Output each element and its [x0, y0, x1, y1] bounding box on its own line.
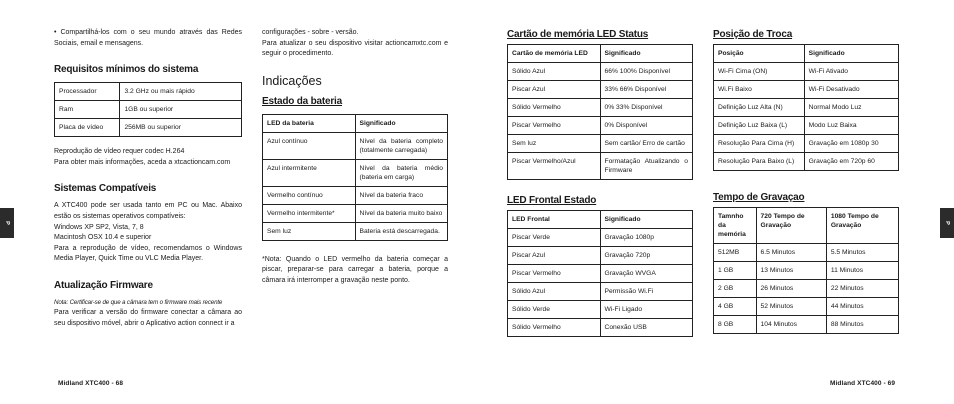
requirements-table	[54, 82, 242, 137]
right-column-2	[713, 28, 899, 334]
table-cell: 1GB ou superior	[120, 101, 242, 119]
table-cell: Nível da bateria médio (bateria em carga)	[355, 159, 448, 186]
table-row	[508, 319, 693, 337]
table-cell: Wi-Fi Ativado	[804, 63, 898, 81]
table-row	[263, 186, 448, 204]
table-cell: 33% 66% Disponível	[600, 81, 693, 99]
table-header-cell: Significado	[355, 114, 448, 132]
table-cell: 4 GB	[714, 298, 757, 316]
table-row	[714, 316, 899, 334]
table-cell: 104 Minutos	[756, 316, 826, 334]
table-row	[714, 81, 899, 99]
recording-time-table	[713, 207, 899, 334]
table-cell: Sem cartão/ Erro de cartão	[600, 135, 693, 153]
switch-position-heading: Posição de Troca	[713, 29, 793, 40]
compatible-systems-heading: Sistemas Compatíveis	[54, 183, 157, 195]
language-tab	[0, 208, 14, 238]
table-row	[508, 247, 693, 265]
table-header-row	[508, 211, 693, 229]
indications-heading: Indicações	[262, 73, 322, 88]
table-cell: Formatação Atualizando o Firmware	[600, 153, 693, 180]
table-header-cell: LED da bateria	[263, 114, 356, 132]
left-column-1	[54, 28, 242, 330]
memory-card-status-heading: Cartão de memória LED Status	[507, 29, 649, 40]
os-intro-text: A XTC400 pode ser usada tanto em PC ou Mac. Abaixo estão os sistemas operativos compatíveis:	[54, 202, 242, 220]
table-header-cell: Significado	[804, 45, 898, 63]
table-cell: 0% Disponível	[600, 117, 693, 135]
table-cell: 11 Minutos	[826, 262, 898, 280]
table-cell: Gravação em 1080p 30	[804, 135, 898, 153]
table-header-row	[508, 45, 693, 63]
table-cell: Sólido Vermelho	[508, 319, 601, 337]
table-row	[263, 204, 448, 222]
table-row	[508, 81, 693, 99]
right-column-1	[507, 28, 693, 337]
table-cell: Sem luz	[508, 135, 601, 153]
battery-table	[262, 114, 448, 241]
table-cell: Gravação em 720p 60	[804, 153, 898, 171]
table-cell: Modo Luz Baixa	[804, 117, 898, 135]
table-cell: 8 GB	[714, 316, 757, 334]
requirements-heading: Requisitos mínimos do sistema	[54, 64, 199, 76]
table-row	[55, 83, 242, 101]
table-cell: 6.5 Minutos	[756, 244, 826, 262]
table-header-cell: Posição	[714, 45, 805, 63]
left-column-2	[262, 28, 448, 287]
table-cell: Definição Luz Baixa (L)	[714, 117, 805, 135]
page-footer: Midland XTC400 - 68	[58, 380, 124, 387]
table-row	[714, 135, 899, 153]
table-row	[508, 63, 693, 81]
table-cell: 1 GB	[714, 262, 757, 280]
table-cell: Piscar Azul	[508, 81, 601, 99]
table-header-cell: Significado	[600, 211, 693, 229]
table-cell: Normal Modo Luz	[804, 99, 898, 117]
table-cell: Vermelho contínuo	[263, 186, 356, 204]
front-led-heading: LED Frontal Estado	[507, 195, 597, 206]
table-row	[508, 283, 693, 301]
battery-note: *Nota: Quando o LED vermelho da bateria começar a piscar, preparar-se para carregar a bateria, porque a câmara irá interromper a gravação neste ponto.	[262, 255, 448, 284]
right-page	[477, 0, 954, 404]
os-player-text: Para a reprodução de vídeo, recomendamos o Windows Media Player, Quick Time ou VLC Media Player.	[54, 244, 242, 263]
table-cell: 2 GB	[714, 280, 757, 298]
table-cell: Azul intermitente	[263, 159, 356, 186]
table-cell: Wi.Fi Baixo	[714, 81, 805, 99]
table-cell: Gravação 1080p	[600, 229, 693, 247]
table-cell: Resolução Para Cima (H)	[714, 135, 805, 153]
table-row	[263, 159, 448, 186]
table-row	[55, 101, 242, 119]
table-row	[714, 99, 899, 117]
table-cell: Sólido Azul	[508, 63, 601, 81]
table-cell: 26 Minutos	[756, 280, 826, 298]
table-row	[263, 222, 448, 240]
table-cell: Azul contínuo	[263, 132, 356, 159]
table-cell: Wi-Fi Ligado	[600, 301, 693, 319]
table-cell: Sólido Azul	[508, 283, 601, 301]
table-cell: Piscar Vermelho	[508, 117, 601, 135]
table-cell: Nível da bateria muito baixo	[355, 204, 448, 222]
table-cell: 5.5 Minutos	[826, 244, 898, 262]
table-row	[508, 265, 693, 283]
firmware-continued-text: configurações - sobre - versão.	[262, 29, 359, 36]
table-row	[508, 117, 693, 135]
table-cell: 22 Minutos	[826, 280, 898, 298]
language-tab-label: P	[3, 221, 10, 225]
table-row	[714, 280, 899, 298]
battery-status-heading: Estado da bateria	[262, 95, 342, 107]
table-cell: Permissão Wi.Fi	[600, 283, 693, 301]
table-cell: 0% 33% Disponível	[600, 99, 693, 117]
intro-text: • Compartilhá-los com o seu mundo através das Redes Sociais, email e mensagens.	[54, 29, 242, 47]
table-cell: 13 Minutos	[756, 262, 826, 280]
table-row	[508, 135, 693, 153]
table-cell: Piscar Azul	[508, 247, 601, 265]
table-cell: 44 Minutos	[826, 298, 898, 316]
recording-time-heading: Tempo de Gravaçao	[713, 192, 805, 203]
firmware-heading: Atualização Firmware	[54, 279, 153, 291]
table-cell: 256MB ou superior	[120, 119, 242, 137]
front-led-table	[507, 210, 693, 337]
os-windows-text: Windows XP SP2, Vista, 7, 8	[54, 223, 144, 231]
table-row	[55, 119, 242, 137]
firmware-text: Para verificar a versão do firmware conectar a câmara ao seu dispositivo móvel, abrir o Aplicativo action connect ir a	[54, 309, 242, 327]
table-cell: Piscar Vermelho	[508, 265, 601, 283]
os-mac-text: Macintosh OSX 10.4 e superior	[54, 234, 152, 242]
table-cell: Resolução Para Baixo (L)	[714, 153, 805, 171]
table-header-row	[714, 208, 899, 244]
table-header-cell: 1080 Tempo de Gravação	[826, 208, 898, 244]
video-codec-note: Reprodução de vídeo requer codec H.264	[54, 148, 185, 156]
table-cell: 66% 100% Disponível	[600, 63, 693, 81]
table-header-row	[263, 114, 448, 132]
table-cell: Placa de vídeo	[55, 119, 120, 137]
table-cell: Piscar Vermelho/Azul	[508, 153, 601, 180]
table-cell: Ram	[55, 101, 120, 119]
table-cell: 52 Minutos	[756, 298, 826, 316]
table-cell: Gravação WVGA	[600, 265, 693, 283]
table-row	[508, 229, 693, 247]
firmware-update-text: Para atualizar o seu dispositivo visitar actioncamxtc.com e seguir o procedimento.	[262, 39, 448, 58]
page-footer: Midland XTC400 - 69	[830, 380, 896, 387]
switch-position-table	[713, 44, 899, 171]
table-cell: Bateria está descarregada.	[355, 222, 448, 240]
table-cell: Wi-Fi Cima (ON)	[714, 63, 805, 81]
table-header-cell: LED Frontal	[508, 211, 601, 229]
table-cell: Definição Luz Alta (N)	[714, 99, 805, 117]
table-row	[508, 99, 693, 117]
table-row	[714, 153, 899, 171]
table-cell: Piscar Verde	[508, 229, 601, 247]
table-row	[508, 301, 693, 319]
table-cell: 512MB	[714, 244, 757, 262]
table-row	[714, 298, 899, 316]
table-cell: Gravação 720p	[600, 247, 693, 265]
firmware-note: Nota: Certificar-se de que a câmara tem o firmware mais recente	[54, 298, 223, 306]
table-cell: 88 Minutos	[826, 316, 898, 334]
table-row	[714, 262, 899, 280]
table-header-cell: 720 Tempo de Gravação	[756, 208, 826, 244]
video-info-note: Para obter mais informações, aceda a xtcactioncam.com	[54, 158, 231, 166]
table-cell: Processador	[55, 83, 120, 101]
table-row	[508, 153, 693, 180]
table-row	[714, 63, 899, 81]
language-tab-label: P	[943, 221, 950, 225]
table-header-cell: Significado	[600, 45, 693, 63]
table-row	[263, 132, 448, 159]
table-cell: Sem luz	[263, 222, 356, 240]
table-cell: Nível da bateria fraco	[355, 186, 448, 204]
table-header-cell: Tamnho da memória	[714, 208, 757, 244]
table-row	[714, 117, 899, 135]
table-header-cell: Cartão de memória LED	[508, 45, 601, 63]
table-cell: Wi-Fi Desativado	[804, 81, 898, 99]
memory-card-table	[507, 44, 693, 180]
table-row	[714, 244, 899, 262]
table-cell: Nível da bateria completo (totalmente carregada)	[355, 132, 448, 159]
table-cell: Vermelho intermitente*	[263, 204, 356, 222]
table-cell: 3.2 GHz ou mais rápido	[120, 83, 242, 101]
table-cell: Conexão USB	[600, 319, 693, 337]
table-cell: Sólido Verde	[508, 301, 601, 319]
table-cell: Sólido Vermelho	[508, 99, 601, 117]
table-header-row	[714, 45, 899, 63]
language-tab	[940, 208, 954, 238]
